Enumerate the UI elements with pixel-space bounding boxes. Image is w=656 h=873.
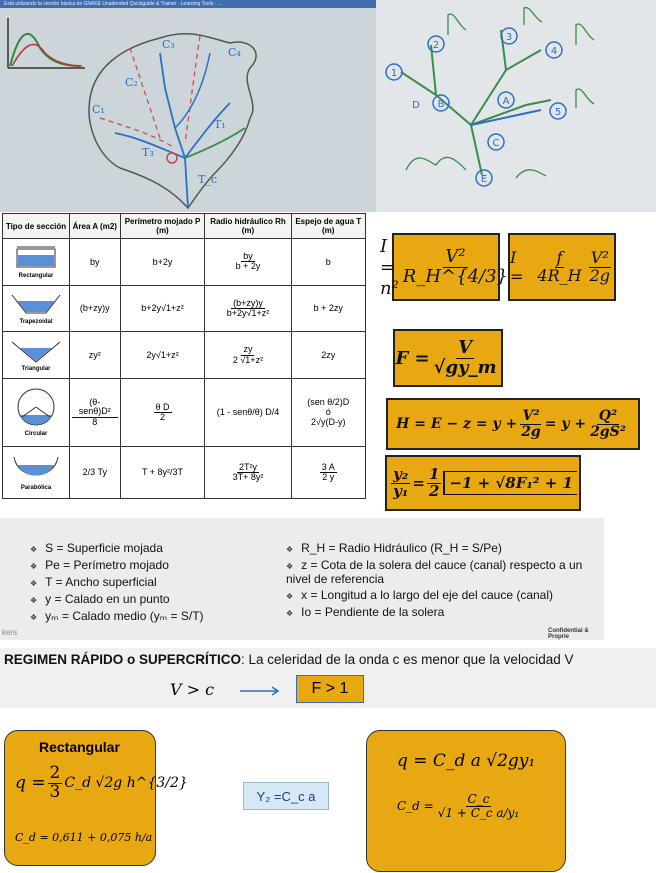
node-4: 4 (550, 46, 558, 57)
supercritical-regime-panel (0, 648, 656, 708)
node-2: 2 (432, 40, 440, 51)
definitions-right (286, 542, 598, 623)
cell-top-width: 2zy (291, 332, 366, 379)
froude-formula: F = $\frac{V}{√gy\_m}$ (393, 329, 503, 387)
definition-item: ❖ S = Superficie mojada (30, 542, 270, 556)
section-trapezoidal: Trapezoidal (3, 285, 70, 332)
header-perimeter: Perímetro mojado P (m) (120, 214, 205, 239)
label-c3: C₃ (162, 38, 175, 51)
label-tc: T_c (198, 173, 217, 186)
definition-item: ❖ yₘ = Calado medio (yₘ = S/T) (30, 610, 270, 624)
definition-item: ❖ x = Longitud a lo largo del eje del cauce (canal) (286, 589, 598, 603)
node-c: C (492, 138, 500, 149)
cell-top-width: b + 2zy (291, 285, 366, 332)
whiteboard-photo-basin (0, 0, 376, 212)
triangular-section-icon (8, 338, 64, 364)
circular-section-icon (8, 387, 64, 429)
cell-area: (b+zy)y (70, 285, 121, 332)
network-sketch (376, 0, 656, 212)
cell-area: zy² (70, 332, 121, 379)
node-b: B (437, 99, 445, 110)
header-radius: Radio hidráulico Rh (m) (205, 214, 291, 239)
header-type: Tipo de sección (3, 214, 70, 239)
table-row (3, 446, 366, 498)
cell-radius: $\frac{by}{b + 2y}$ (205, 239, 291, 286)
cell-area: $\frac{\text{(θ-senθ)D²}}{8}$ (70, 378, 121, 446)
regime-inequality: V > c (170, 680, 215, 699)
hydraulic-jump-formula: $\frac{\text{y₂}}{\text{y₁}}$ = $\frac{1}{2}$ −1 + √8F₁² + 1 (385, 455, 581, 511)
definition-item: ❖ Pe = Perímetro mojado (30, 559, 270, 573)
cell-perimeter: 2y√1+z² (120, 332, 205, 379)
label-t3: T₃ (142, 146, 154, 159)
node-3: 3 (505, 32, 513, 43)
footer-left: kers (2, 628, 18, 637)
label-c2: C₂ (125, 76, 138, 89)
whiteboard-photo-network (376, 0, 656, 212)
weir-discharge-formula: q = $\frac{2}{3}$ C_d √2g h^{3/2} (15, 763, 188, 802)
cell-radius: $\frac{(b+zy)y}{\text{b+2y√1+z²}}$ (205, 285, 291, 332)
photo-banner: Está utilizando la versión básica de GNAKE Unattended Quickguide & Trainer · Learning Tools · ... (0, 0, 376, 8)
section-triangular: Triangular (3, 332, 70, 379)
trapezoidal-section-icon (8, 291, 64, 317)
header-area: Área A (m2) (70, 214, 121, 239)
table-header-row (3, 214, 366, 239)
section-parabolic: Parabólica (3, 446, 70, 498)
parabolic-section-icon (8, 453, 64, 483)
cell-perimeter: b+2y√1+z² (120, 285, 205, 332)
arrow-right-icon (238, 684, 282, 698)
definition-item: ❖ z = Cota de la solera del cauce (canal) respecto a un nivel de referencia (286, 559, 598, 586)
channel-sections-table (2, 213, 366, 499)
froude-result-box: F > 1 (296, 675, 364, 703)
table-row (3, 285, 366, 332)
cell-radius: $\frac{zy}{\text{2 √1+z²}}$ (205, 332, 291, 379)
definition-item: ❖ T = Ancho superficial (30, 576, 270, 590)
cell-top-width: (sen θ/2)D ó 2√y(D-y) (291, 378, 366, 446)
node-a: A (502, 96, 510, 107)
label-c4: C₄ (228, 46, 241, 59)
node-e: E (480, 174, 488, 185)
energy-formula: H = E − z = y + $\frac{\text{V²}}{2g}$ = y + $\frac{\text{Q²}}{\text{2gS²}}$ (386, 398, 640, 450)
cell-perimeter: $\frac{\text{θ D}}{2}$ (120, 378, 205, 446)
basin-sketch (0, 8, 376, 212)
sluice-gate-box (366, 730, 566, 872)
header-top-width: Espejo de agua T (m) (291, 214, 366, 239)
label-t1: T₁ (214, 118, 226, 131)
cell-top-width: $\frac{3 A}{2 y}$ (291, 446, 366, 498)
confidential-footer: Confidential & Proprie (548, 628, 589, 640)
cell-radius: (1 - senθ/θ) D/4 (205, 378, 291, 446)
cell-area: by (70, 239, 121, 286)
section-rectangular: Rectangular (3, 239, 70, 286)
node-d: D (412, 100, 420, 111)
node-1: 1 (390, 68, 398, 79)
definition-item: ❖ R_H = Radio Hidráulico (R_H = S/Pe) (286, 542, 598, 556)
definitions-panel (0, 518, 604, 640)
definition-item: ❖ Io = Pendiente de la solera (286, 606, 598, 620)
cell-perimeter: b+2y (120, 239, 205, 286)
label-c1: C₁ (92, 103, 105, 116)
cell-perimeter: T + 8y²/3T (120, 446, 205, 498)
node-5: 5 (554, 107, 562, 118)
darcy-formula: I = $\frac{f}{4R\_H}$ $\frac{\text{V²}}{2g}$ (508, 233, 616, 301)
rectangular-title: Rectangular (39, 739, 120, 755)
section-circular: Circular (3, 378, 70, 446)
definition-item: ❖ y = Calado en un punto (30, 593, 270, 607)
sluice-cd-formula: C_d = $\frac{C\_c}{\text{√1 + C\_c a/y₁}}$ (397, 792, 520, 820)
definitions-left (30, 542, 270, 627)
manning-formula: I = n² $\frac{\text{V²}}{R\_H\^{}\{4/3\}}$ (392, 233, 500, 301)
cell-area: 2/3 Ty (70, 446, 121, 498)
table-row (3, 378, 366, 446)
table-row (3, 239, 366, 286)
contraction-formula: Y₂ =C_c a (243, 782, 329, 810)
weir-cd-formula: C_d = 0,611 + 0,075 h/a (15, 831, 153, 844)
sluice-discharge-formula: q = C_d a √2gy₁ (397, 751, 536, 771)
cell-radius: $\frac{\text{2T²y}}{\text{3T+ 8y²}}$ (205, 446, 291, 498)
table-row (3, 332, 366, 379)
regime-statement: REGIMEN RÁPIDO o SUPERCRÍTICO: La celeridad de la onda c es menor que la velocidad V (4, 652, 574, 667)
cell-top-width: b (291, 239, 366, 286)
rectangular-weir-box (4, 730, 188, 866)
rectangular-section-icon (11, 245, 61, 271)
